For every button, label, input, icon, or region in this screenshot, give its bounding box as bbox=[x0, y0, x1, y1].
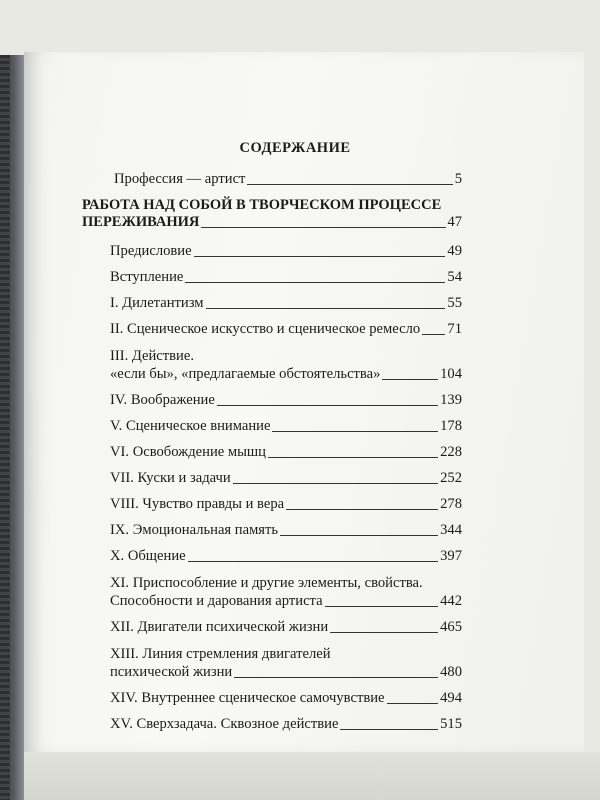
toc-entry-label: XIV. Внутреннее сценическое самочувствие bbox=[110, 690, 385, 706]
toc-entry bbox=[82, 171, 462, 188]
toc-entry bbox=[82, 716, 462, 733]
toc-entry bbox=[82, 243, 462, 260]
toc-entry-label-line2: психической жизни bbox=[110, 664, 233, 680]
toc-entry-page: 71 bbox=[447, 321, 462, 337]
toc-section-heading-line1: РАБОТА НАД СОБОЙ В ТВОРЧЕСКОМ ПРОЦЕССЕ bbox=[82, 197, 442, 213]
toc-leader-line bbox=[217, 405, 438, 406]
toc-entry-page: 228 bbox=[440, 444, 462, 460]
toc-leader-line bbox=[247, 184, 452, 185]
toc-leader-line bbox=[272, 431, 438, 432]
toc-section-heading-line2: ПЕРЕЖИВАНИЯ bbox=[82, 214, 200, 230]
toc-entry bbox=[82, 347, 462, 383]
toc-entry-label: II. Сценическое искусство и сценическое ремесло bbox=[110, 321, 421, 337]
toc-entry bbox=[82, 574, 462, 610]
toc-entry-label: IX. Эмоциональная память bbox=[110, 522, 279, 538]
toc-entry-label: I. Дилетантизм bbox=[110, 295, 204, 311]
toc-entry bbox=[82, 321, 462, 338]
toc-entry-label: VII. Куски и задачи bbox=[110, 470, 231, 486]
toc-leader-line bbox=[422, 334, 445, 335]
toc-entry-page: 442 bbox=[440, 593, 462, 609]
toc-leader-line bbox=[280, 535, 438, 536]
toc-entry-label: X. Общение bbox=[110, 548, 186, 564]
toc-leader-line bbox=[185, 282, 445, 283]
toc-entry-page: 480 bbox=[440, 664, 462, 680]
toc-entry bbox=[82, 548, 462, 565]
toc-entry-label: V. Сценическое внимание bbox=[110, 418, 271, 434]
toc-entry-page: 104 bbox=[440, 366, 462, 382]
toc-entry bbox=[82, 645, 462, 681]
toc-leader-line bbox=[201, 227, 445, 228]
toc-title: СОДЕРЖАНИЕ bbox=[239, 140, 351, 156]
toc-leader-line bbox=[194, 256, 446, 257]
toc-entry-label: XII. Двигатели психической жизни bbox=[110, 619, 329, 635]
toc-entry-page: 5 bbox=[454, 171, 462, 187]
toc-leader-line bbox=[234, 677, 438, 678]
toc-entry-label: XV. Сверхзадача. Сквозное действие bbox=[110, 716, 339, 732]
toc-entry-label: Профессия — артист bbox=[114, 171, 246, 187]
toc-entry bbox=[82, 619, 462, 636]
toc-entry bbox=[82, 522, 462, 539]
toc-entry-label-line1: III. Действие. bbox=[110, 348, 194, 364]
toc-entry bbox=[82, 470, 462, 487]
toc-entry bbox=[82, 418, 462, 435]
toc-entry-label: VIII. Чувство правды и вера bbox=[110, 496, 285, 512]
toc-entry-page: 139 bbox=[440, 392, 462, 408]
toc-entry-label: Предисловие bbox=[110, 243, 192, 259]
toc-entry-label-line1: XIII. Линия стремления двигателей bbox=[110, 646, 331, 662]
toc-leader-line bbox=[330, 632, 438, 633]
toc-entry-page: 465 bbox=[440, 619, 462, 635]
toc-entry-page: 344 bbox=[440, 522, 462, 538]
toc-leader-line bbox=[286, 509, 438, 510]
toc-entry bbox=[82, 295, 462, 312]
toc-entry-page: 55 bbox=[447, 295, 462, 311]
toc-leader-line bbox=[233, 483, 438, 484]
toc-leader-line bbox=[325, 606, 439, 607]
toc-leader-line bbox=[387, 703, 439, 704]
toc-entry bbox=[82, 496, 462, 513]
toc-entry-page: 54 bbox=[447, 269, 462, 285]
toc-leader-line bbox=[340, 729, 438, 730]
toc-leader-line bbox=[206, 308, 446, 309]
toc-entry-page: 515 bbox=[440, 716, 462, 732]
toc-entry-page: 494 bbox=[440, 690, 462, 706]
toc-leader-line bbox=[382, 379, 438, 380]
toc-entry-page: 47 bbox=[447, 214, 462, 230]
toc-entry-page: 178 bbox=[440, 418, 462, 434]
binding-stitching bbox=[0, 55, 10, 800]
toc-entry bbox=[82, 392, 462, 409]
toc-entry-label: Вступление bbox=[110, 269, 184, 285]
toc-entry bbox=[82, 444, 462, 461]
toc-leader-line bbox=[188, 561, 438, 562]
table-of-contents bbox=[82, 140, 462, 742]
page-shadow-area bbox=[24, 752, 600, 800]
toc-leader-line bbox=[268, 457, 438, 458]
toc-entry-page: 278 bbox=[440, 496, 462, 512]
toc-entry-label-line1: XI. Приспособление и другие элементы, свойства. bbox=[110, 575, 423, 591]
toc-entry-label-line2: «если бы», «предлагаемые обстоятельства» bbox=[110, 366, 381, 382]
toc-entry bbox=[82, 690, 462, 707]
toc-section-heading bbox=[82, 197, 462, 231]
toc-entry-page: 49 bbox=[447, 243, 462, 259]
toc-entry bbox=[82, 269, 462, 286]
toc-entry-page: 397 bbox=[440, 548, 462, 564]
toc-entry-label: VI. Освобождение мышц bbox=[110, 444, 266, 460]
toc-entry-label-line2: Способности и дарования артиста bbox=[110, 593, 323, 609]
toc-entry-page: 252 bbox=[440, 470, 462, 486]
toc-entry-label: IV. Воображение bbox=[110, 392, 215, 408]
